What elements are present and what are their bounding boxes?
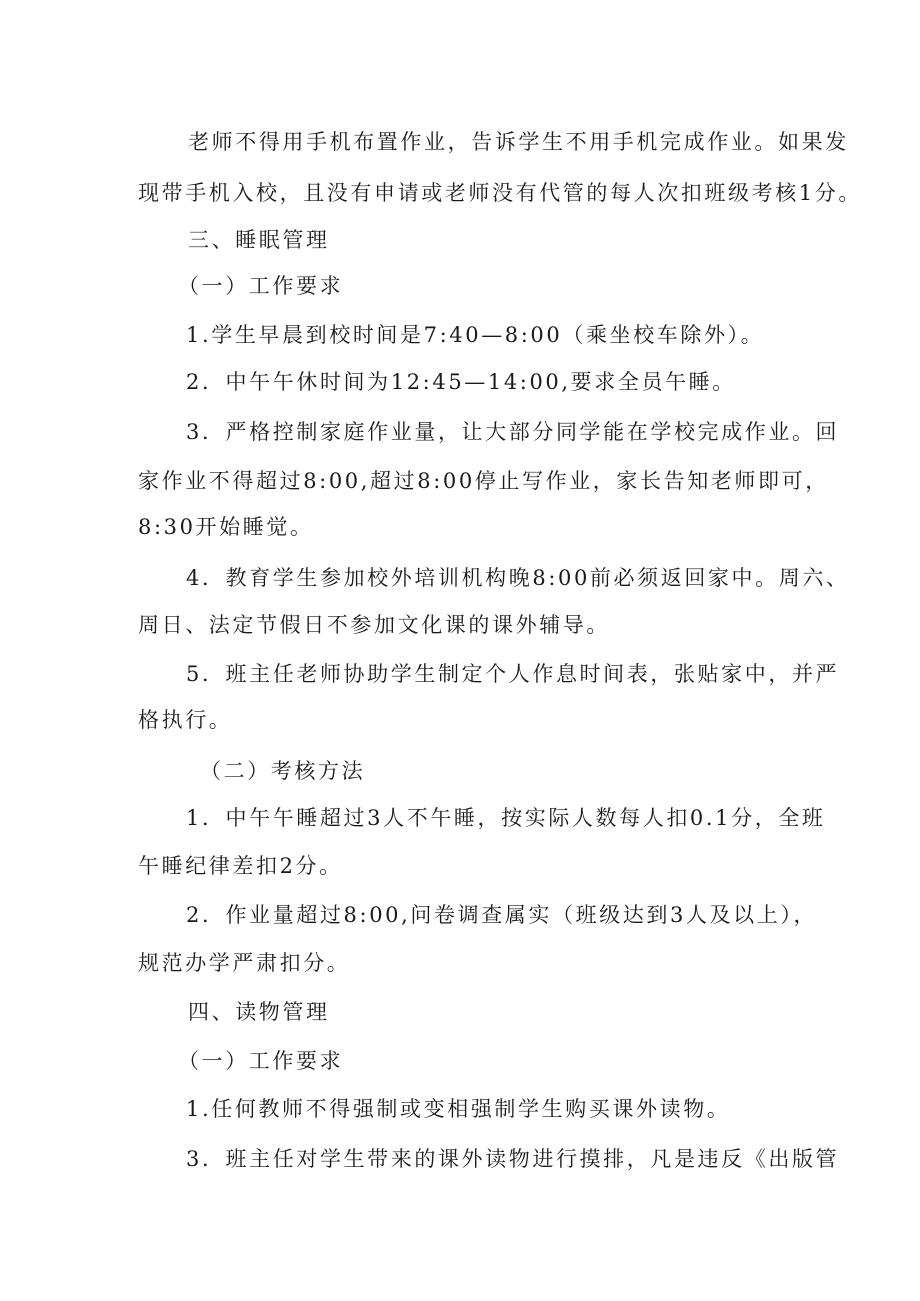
paragraph-line: 周日、法定节假日不参加文化课的课外辅导。 [138,613,610,637]
paragraph-line: 8:30开始睡觉。 [138,515,314,539]
list-item: 2．中午午休时间为12:45—14:00,要求全员午睡。 [186,370,736,394]
list-item: 3．班主任对学生带来的课外读物进行摸排，凡是违反《出版管 [186,1147,840,1171]
list-item: 1.学生早晨到校时间是7:40—8:00（乘坐校车除外）。 [186,323,765,347]
list-item: 3．严格控制家庭作业量，让大部分同学能在学校完成作业。回 [186,420,840,444]
paragraph-line: 现带手机入校，且没有申请或老师没有代管的每人次扣班级考核1分。 [138,181,862,205]
list-item: 1.任何教师不得强制或变相强制学生购买课外读物。 [186,1097,731,1121]
list-item: 1．中午午睡超过3人不午睡，按实际人数每人扣0.1分，全班 [186,806,826,830]
paragraph-line: 午睡纪律差扣2分。 [138,854,343,878]
list-item: 2．作业量超过8:00,问卷调查属实（班级达到3人及以上）， [186,903,818,927]
list-item: 4．教育学生参加校外培训机构晚8:00前必须返回家中。周六、 [186,566,850,590]
section-heading: 三、睡眠管理 [188,228,330,252]
paragraph-line: 规范办学严肃扣分。 [138,951,351,975]
subsection-heading: （一）工作要求 [178,274,344,298]
list-item: 5．班主任老师协助学生制定个人作息时间表，张贴家中，并严 [186,662,840,686]
subsection-heading: （二）考核方法 [200,759,366,783]
paragraph-line: 老师不得用手机布置作业，告诉学生不用手机完成作业。如果发 [188,130,849,154]
paragraph-line: 格执行。 [138,708,233,732]
subsection-heading: （一）工作要求 [178,1049,344,1073]
section-heading: 四、读物管理 [188,1000,330,1024]
paragraph-line: 家作业不得超过8:00,超过8:00停止写作业，家长告知老师即可， [138,469,829,493]
